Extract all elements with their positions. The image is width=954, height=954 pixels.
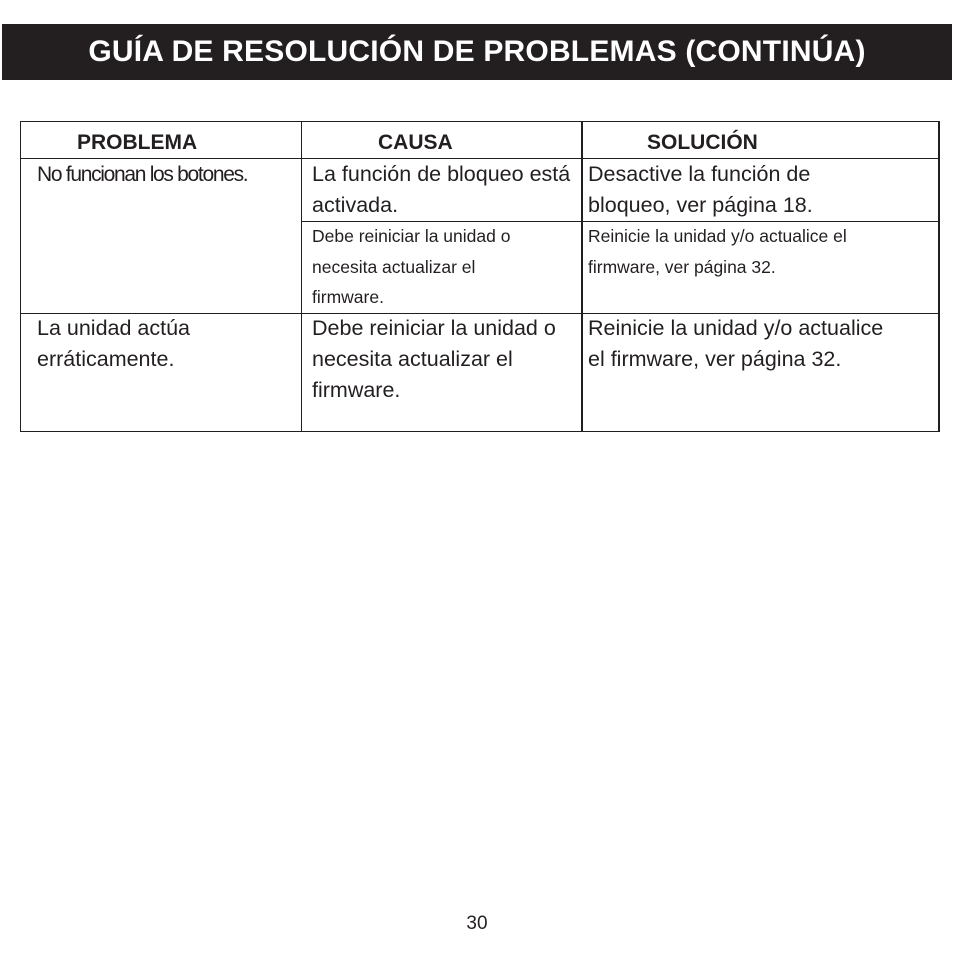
table-column-divider-2 <box>581 121 583 432</box>
column-header-solucion: SOLUCIÓN <box>647 131 758 154</box>
solution-cell: Desactive la función de bloqueo, ver página 18. <box>588 162 813 217</box>
page-title: GUÍA DE RESOLUCIÓN DE PROBLEMAS (CONTINÚA) <box>2 24 952 80</box>
table-column-divider-1 <box>301 121 302 432</box>
cause-cell: Debe reiniciar la unidad o necesita actualizar el firmware. <box>312 226 511 307</box>
table-right-border <box>938 121 940 432</box>
cause-cell: La función de bloqueo está activada. <box>312 162 571 217</box>
problem-cell: La unidad actúa erráticamente. <box>37 316 191 371</box>
table-left-border <box>20 121 21 432</box>
column-header-problema: PROBLEMA <box>77 131 198 154</box>
page-number: 30 <box>466 913 488 934</box>
cause-cell: Debe reiniciar la unidad o necesita actualizar el firmware. <box>312 316 556 402</box>
problem-cell: No funcionan los botones. <box>37 163 248 186</box>
solution-cell: Reinicie la unidad y/o actualice el firmware, ver página 32. <box>588 316 884 371</box>
table-top-border <box>20 121 940 122</box>
table-bottom-border <box>20 431 940 432</box>
solution-cell: Reinicie la unidad y/o actualice el firmware, ver página 32. <box>588 226 847 277</box>
column-header-causa: CAUSA <box>378 131 453 154</box>
